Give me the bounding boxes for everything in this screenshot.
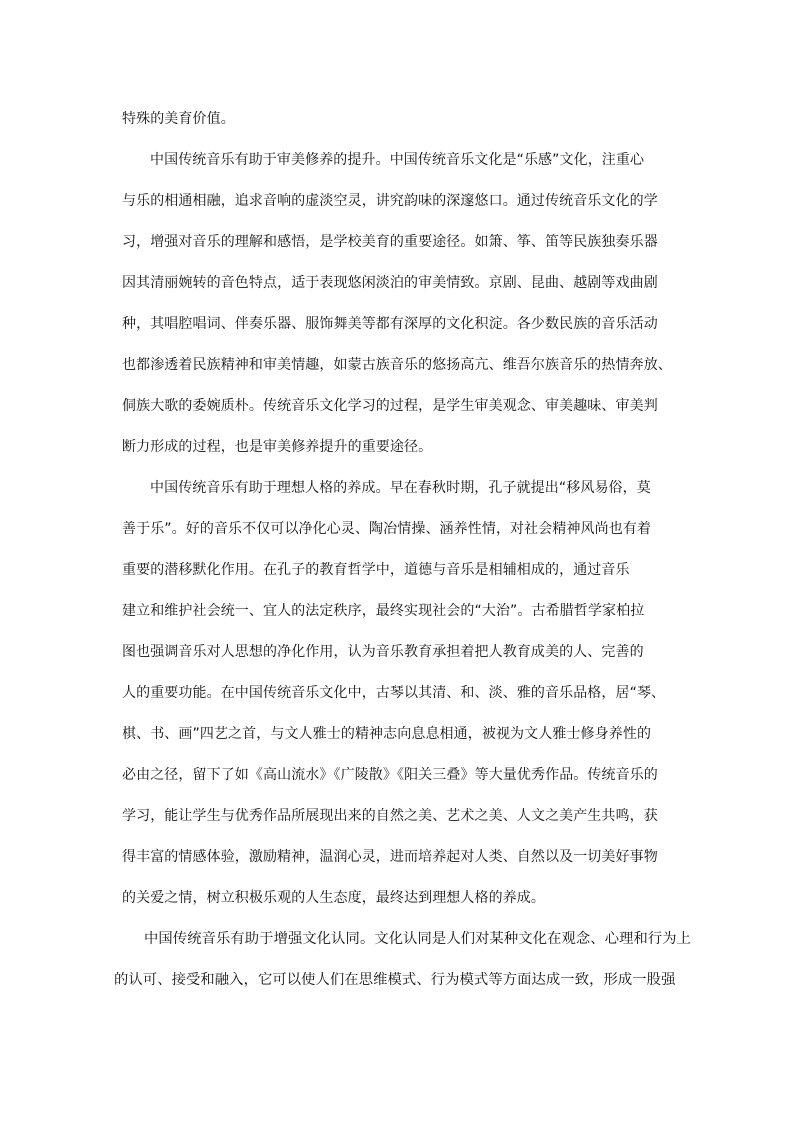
text-line-4: 习，增强对音乐的理解和感悟，是学校美育的重要途径。如箫、筝、笛等民族独奏乐器 bbox=[122, 234, 658, 250]
text-line-16: 棋、书、画”四艺之首，与文人雅士的精神志向息息相通，被视为文人雅士修身养性的 bbox=[122, 726, 652, 742]
text-line-17: 必由之径，留下了如《高山流水》《广陵散》《阳关三叠》等大量优秀作品。传统音乐的 bbox=[122, 767, 658, 783]
text-line-19: 得丰富的情感体验，激励精神，温润心灵，进而培养起对人类、自然以及一切美好事物 bbox=[122, 849, 658, 865]
text-line-10: 中国传统音乐有助于理想人格的养成。早在春秋时期，孔子就提出“移风易俗，莫 bbox=[150, 480, 651, 496]
text-line-12: 重要的潜移默化作用。在孔子的教育哲学中，道德与音乐是相辅相成的，通过音乐 bbox=[122, 562, 630, 578]
text-line-1: 特殊的美育价值。 bbox=[122, 111, 235, 127]
text-line-20: 的关爱之情，树立积极乐观的人生态度，最终达到理想人格的养成。 bbox=[122, 890, 545, 906]
text-line-21: 中国传统音乐有助于增强文化认同。文化认同是人们对某种文化在观念、心理和行为上 bbox=[144, 931, 692, 947]
text-line-6: 种，其唱腔唱词、伴奏乐器、服饰舞美等都有深厚的文化积淀。各少数民族的音乐活动 bbox=[122, 316, 658, 332]
text-line-11: 善于乐”。好的音乐不仅可以净化心灵、陶冶情操、涵养性情，对社会精神风尚也有着 bbox=[122, 521, 652, 537]
text-line-3: 与乐的相通相融，追求音响的虚淡空灵，讲究韵味的深邃悠口。通过传统音乐文化的学 bbox=[122, 193, 658, 209]
text-line-7: 也都渗透着民族精神和审美情趣，如蒙古族音乐的悠扬高亢、维吾尔族音乐的热情奔放、 bbox=[122, 357, 672, 373]
text-line-18: 学习，能让学生与优秀作品所展现出来的自然之美、艺术之美、人文之美产生共鸣，获 bbox=[122, 808, 658, 824]
text-line-14: 图也强调音乐对人思想的净化作用，认为音乐教育承担着把人教育成美的人、完善的 bbox=[122, 644, 644, 660]
text-line-8: 侗族大歌的委婉质朴。传统音乐文化学习的过程，是学生审美观念、审美趣味、审美判 bbox=[122, 398, 658, 414]
text-line-15: 人的重要功能。在中国传统音乐文化中，古琴以其清、和、淡、雅的音乐品格，居“琴、 bbox=[122, 685, 666, 701]
text-line-9: 断力形成的过程，也是审美修养提升的重要途径。 bbox=[122, 439, 433, 455]
text-line-5: 因其清丽婉转的音色特点，适于表现悠闲淡泊的审美情致。京剧、昆曲、越剧等戏曲剧 bbox=[122, 275, 658, 291]
text-line-22: 的认可、接受和融入，它可以使人们在思维模式、行为模式等方面达成一致，形成一股强 bbox=[114, 972, 676, 988]
text-line-13: 建立和维护社会统一、宜人的法定秩序，最终实现社会的“大治”。古希腊哲学家柏拉 bbox=[122, 603, 645, 619]
text-line-2: 中国传统音乐有助于审美修养的提升。中国传统音乐文化是“乐感”文化，注重心 bbox=[150, 152, 645, 168]
